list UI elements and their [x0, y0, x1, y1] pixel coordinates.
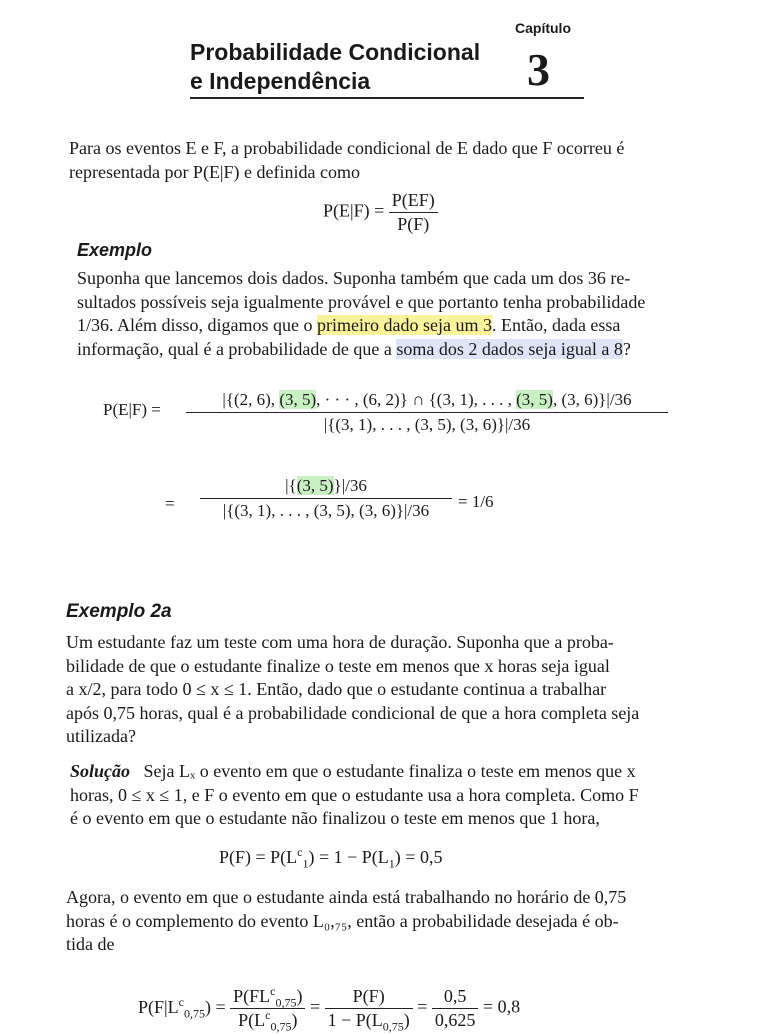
final-fraction-1 — [230, 984, 305, 1034]
intro-paragraph — [69, 137, 729, 184]
final-den-1 — [230, 1008, 305, 1034]
equation-1-numerator — [186, 390, 668, 413]
eq1-num-a: |{(2, 6), — [222, 390, 280, 409]
fn1-sup: c — [270, 984, 276, 998]
pf-b: ) = 1 − P(L — [308, 847, 389, 867]
definition-formula — [323, 190, 438, 235]
final-result: = 0,8 — [482, 996, 521, 1017]
ex2-line-5: utilizada? — [66, 726, 136, 746]
example-line-1: Suponha que lancemos dois dados. Suponha também que cada um dos 36 re- — [77, 268, 631, 288]
example-line-4-a: informação, qual é a probabilidade de que a — [77, 338, 397, 359]
final-den-3: 0,625 — [434, 1010, 476, 1030]
solution-line-3: é o evento em que o estudante não finalizou o teste em menos que 1 hora, — [70, 808, 600, 828]
eq1-num-b: , · · · , (6, 2)} ∩ {(3, 1), . . . , — [316, 390, 517, 409]
example-line-4 — [77, 338, 737, 362]
solution-line-1 — [70, 760, 736, 784]
definition-lhs: P(E|F) = — [323, 200, 385, 221]
equation-2-denominator: |{(3, 1), . . . , (3, 5), (3, 6)}|/36 — [222, 501, 430, 520]
intro-line-2: representada por P(E|F) e definida como — [69, 161, 360, 182]
followup-paragraph — [66, 886, 736, 957]
final-num-2: P(F) — [325, 986, 413, 1009]
final-fraction-3 — [432, 986, 479, 1031]
fd2-a: 1 − P(L — [327, 1010, 383, 1030]
fd1-sup: c — [265, 1008, 271, 1022]
final-fraction-2 — [325, 986, 413, 1034]
example-line-3 — [77, 314, 737, 338]
ex2-line-2: bilidade de que o estudante finalize o teste em menos que x horas seja igual — [66, 655, 610, 676]
final-lhs-a: P(F|L — [138, 996, 179, 1017]
ex2-line-3: a x/2, para todo 0 ≤ x ≤ 1. Então, dado que o estudante continua a trabalhar — [66, 679, 607, 699]
example-heading: Exemplo — [77, 240, 153, 260]
eq2-num-a: |{ — [285, 476, 297, 495]
pf-a: P(F) = P(L — [219, 847, 298, 867]
final-eq-2: = — [309, 996, 321, 1017]
final-lhs — [138, 994, 226, 1021]
fd2-end: ) — [403, 1010, 410, 1030]
fd2-sub: 0,75 — [382, 1019, 404, 1034]
example-line-3-b: . Então, dada essa — [491, 315, 621, 335]
followup-line-1: Agora, o evento em que o estudante ainda está trabalhando no horário de 0,75 — [66, 887, 627, 907]
chapter-title — [190, 38, 480, 96]
eq1-num-c: , (3, 6)}|/36 — [552, 390, 632, 409]
fn1-end: ) — [296, 986, 303, 1006]
definition-numerator: P(EF) — [389, 190, 438, 213]
example-line-2: sultados possíveis seja igualmente provável e que portanto tenha probabilidade — [77, 291, 646, 312]
example-line-4-b: ? — [622, 338, 631, 359]
highlight-35-c: (3, 5) — [296, 476, 334, 495]
example-2a-heading: Exemplo 2a — [66, 601, 172, 622]
highlight-35-a: (3, 5) — [279, 390, 317, 409]
final-equation — [138, 984, 521, 1034]
chapter-title-line1: Probabilidade Condicional — [190, 39, 481, 65]
solution-line-1-text: Seja Lₓ o evento em que o estudante finaliza o teste em menos que x — [143, 761, 636, 781]
ex2-line-4: após 0,75 horas, qual é a probabilidade condicional de que a hora completa seja — [66, 702, 640, 723]
definition-fraction — [389, 190, 438, 235]
final-eq-3: = — [417, 996, 428, 1017]
solution-line-2: horas, 0 ≤ x ≤ 1, e F o evento em que o estudante usa a hora completa. Como F — [70, 784, 639, 805]
highlight-sum-eight: soma dos 2 dados seja igual a 8 — [396, 338, 623, 359]
final-num-1 — [230, 986, 305, 1009]
fd1-sub: 0,75 — [270, 1019, 292, 1034]
equation-2-fraction — [200, 476, 452, 521]
equation-2-numerator — [200, 476, 452, 499]
highlight-35-b: (3, 5) — [516, 390, 553, 409]
pf-equation — [219, 845, 443, 871]
final-lhs-sup: c — [178, 994, 184, 1009]
final-den-2 — [325, 1009, 413, 1034]
final-lhs-sub: 0,75 — [183, 1006, 205, 1021]
chapter-number: 3 — [527, 44, 550, 95]
definition-denominator: P(F) — [397, 214, 430, 234]
pf-sub: 1 — [302, 856, 309, 871]
fd1-end: ) — [291, 1010, 298, 1030]
final-lhs-end: ) = — [204, 996, 226, 1017]
example-line-3-a: 1/36. Além disso, digamos que o — [77, 315, 317, 335]
equation-1-denominator: |{(3, 1), . . . , (3, 5), (3, 6)}|/36 — [323, 415, 531, 434]
equation-1-lhs: P(E|F) = — [103, 400, 161, 419]
ex2-line-1: Um estudante faz um teste com uma hora de duração. Suponha que a proba- — [66, 632, 614, 652]
pf-c: ) = 0,5 — [394, 847, 443, 867]
header-rule — [190, 97, 584, 99]
equation-2-result: = 1/6 — [458, 492, 494, 511]
pf-sup: c — [297, 845, 303, 859]
pf-sub2: 1 — [388, 856, 395, 871]
highlight-first-die: primeiro dado seja um 3 — [317, 315, 492, 335]
final-num-3: 0,5 — [432, 986, 479, 1009]
intro-line-1: Para os eventos E e F, a probabilidade condicional de E dado que F ocorreu é — [69, 138, 625, 158]
equation-1-fraction — [186, 390, 668, 435]
fd1-a: P(L — [238, 1010, 266, 1030]
followup-line-2: horas é o complemento do evento L₀,₇₅, então a probabilidade desejada é ob- — [66, 910, 619, 931]
equation-2-equals: = — [165, 494, 175, 513]
chapter-title-line2: e Independência — [190, 68, 371, 94]
followup-line-3: tida de — [66, 934, 115, 954]
eq2-num-b: }|/36 — [333, 476, 367, 495]
solution-label: Solução — [70, 761, 131, 781]
chapter-label: Capítulo — [515, 20, 571, 36]
example-paragraph — [77, 267, 737, 361]
example-2a-paragraph — [66, 631, 736, 749]
solution-paragraph — [70, 760, 736, 831]
fn1-sub: 0,75 — [275, 995, 297, 1010]
fn1-a: P(FL — [233, 986, 271, 1006]
